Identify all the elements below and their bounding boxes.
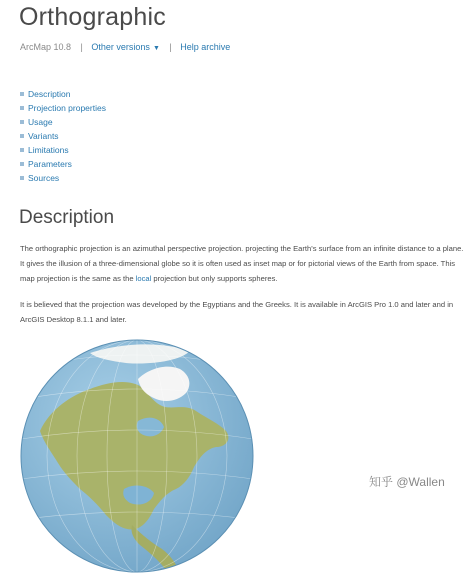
square-bullet-icon bbox=[20, 148, 24, 152]
square-bullet-icon bbox=[20, 92, 24, 96]
watermark: 知乎 @Wallen bbox=[369, 475, 445, 489]
toc-link-projection-properties[interactable]: Projection properties bbox=[28, 103, 106, 113]
description-paragraph-2: It is believed that the projection was developed by the Egyptians and the Greeks. It is available in ArcGIS Pro 1.0 and later and in ArcGIS Desktop 8.1.1 and later. bbox=[20, 300, 454, 324]
toc-link-variants[interactable]: Variants bbox=[28, 131, 59, 141]
table-of-contents bbox=[20, 88, 106, 186]
paragraph-text: The orthographic projection is an azimuthal perspective projection. projecting the Earth's surface from an infinite distance to a plane. It gives the illusion of a three-dimensional globe so it is often used as inset map or for pictorial views of the Earth from space. This map projection is the same as the bbox=[20, 244, 464, 283]
paragraph-text: projection but only supports spheres. bbox=[151, 273, 278, 283]
toc-item-sources bbox=[20, 172, 106, 186]
toc-item-description bbox=[20, 88, 106, 102]
separator: | bbox=[169, 42, 172, 52]
toc-link-limitations[interactable]: Limitations bbox=[28, 145, 69, 155]
square-bullet-icon bbox=[20, 134, 24, 138]
toc-link-usage[interactable]: Usage bbox=[28, 117, 53, 127]
square-bullet-icon bbox=[20, 106, 24, 110]
toc-link-sources[interactable]: Sources bbox=[28, 173, 60, 183]
product-version: ArcMap 10.8 bbox=[20, 42, 72, 52]
other-versions-label: Other versions bbox=[91, 42, 150, 52]
separator: | bbox=[80, 42, 83, 52]
local-projection-link[interactable]: local bbox=[135, 273, 152, 283]
orthographic-globe-image bbox=[20, 339, 254, 573]
help-archive-link[interactable]: Help archive bbox=[180, 42, 231, 52]
toc-item-usage bbox=[20, 116, 106, 130]
toc-item-limitations bbox=[20, 144, 106, 158]
square-bullet-icon bbox=[20, 162, 24, 166]
toc-item-parameters bbox=[20, 158, 106, 172]
toc-link-parameters[interactable]: Parameters bbox=[28, 159, 72, 169]
square-bullet-icon bbox=[20, 176, 24, 180]
toc-item-projection-properties bbox=[20, 102, 106, 116]
section-heading-description: Description bbox=[19, 207, 115, 228]
chevron-down-icon: ▼ bbox=[152, 45, 160, 52]
page-title: Orthographic bbox=[19, 3, 166, 31]
description-paragraph-1 bbox=[20, 242, 466, 286]
toc-item-variants bbox=[20, 130, 106, 144]
other-versions-dropdown[interactable] bbox=[91, 42, 159, 52]
square-bullet-icon bbox=[20, 120, 24, 124]
version-bar bbox=[20, 41, 230, 55]
toc-link-description[interactable]: Description bbox=[28, 89, 71, 99]
